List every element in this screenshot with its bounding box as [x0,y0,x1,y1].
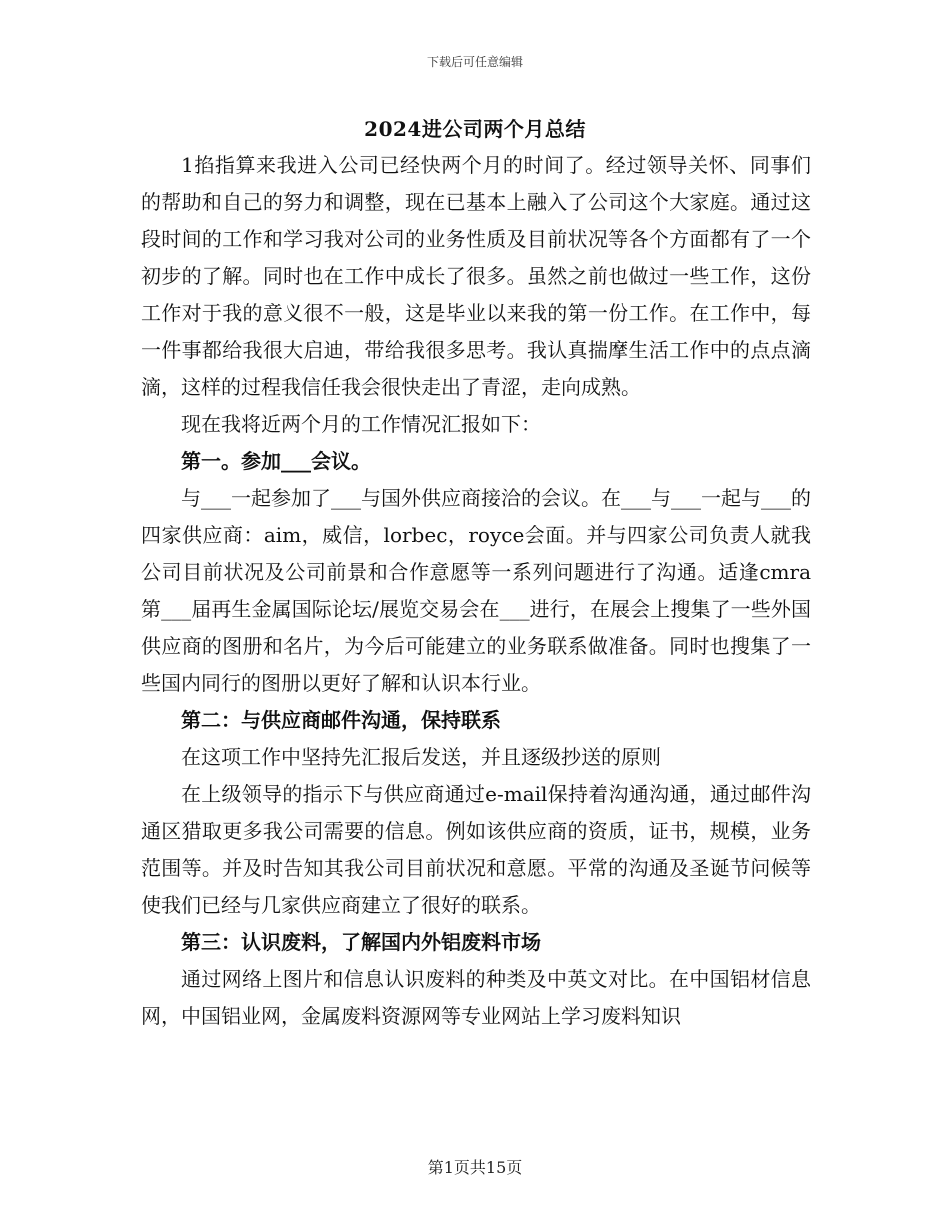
paragraph-intro: 1掐指算来我进入公司已经快两个月的时间了。经过领导关怀、同事们的帮助和自己的努力和调整，现在已基本上融入了公司这个大家庭。通过这段时间的工作和学习我对公司的业务性质及目前状况等各个方面都有了一个初步的了解。同时也在工作中成长了很多。虽然之前也做过一些工作，这份工作对于我的意义很不一般，这是毕业以来我的第一份工作。在工作中，每一件事都给我很大启迪，带给我很多思考。我认真揣摩生活工作中的点点滴滴，这样的过程我信任我会很快走出了青涩，走向成熟。 [141,153,811,399]
section-heading-2: 第二：与供应商邮件沟通，保持联系 [181,708,501,732]
page-header: 下载后可任意编辑 [426,55,523,69]
paragraph-section-2b: 在上级领导的指示下与供应商通过e-mail保持着沟通沟通，通过邮件沟通区猎取更多我公司需要的信息。例如该供应商的资质，证书，规模，业务范围等。并及时告知其我公司目前状况和意愿。平常的沟通及圣诞节问候等使我们已经与几家供应商建立了很好的联系。 [141,782,811,917]
document-body [141,147,811,1035]
page-number: 第1页共15页 [427,1158,523,1177]
paragraph-section-1: 与___一起参加了___与国外供应商接洽的会议。在___与___一起与___的四家供应商：aim，威信，lorbec，royce会面。并与四家公司负责人就我公司目前状况及公司前景和合作意愿等一系列问题进行了沟通。适逢cmra第___届再生金属国际论坛/展览交易会在___进行，在展会上搜集了一些外国供应商的图册和名片，为今后可能建立的业务联系做准备。同时也搜集了一些国内同行的图册以更好了解和认识本行业。 [141,486,811,695]
paragraph-report-lead: 现在我将近两个月的工作情况汇报如下： [181,412,541,436]
paragraph-section-2a: 在这项工作中坚持先汇报后发送，并且逐级抄送的原则 [181,745,661,769]
section-heading-1: 第一。参加___会议。 [181,449,371,473]
section-heading-3: 第三：认识废料，了解国内外铝废料市场 [181,930,541,954]
document-title: 2024进公司两个月总结 [364,117,586,141]
paragraph-section-3: 通过网络上图片和信息认识废料的种类及中英文对比。在中国铝材信息网，中国铝业网，金属废料资源网等专业网站上学习废料知识 [141,967,811,1028]
